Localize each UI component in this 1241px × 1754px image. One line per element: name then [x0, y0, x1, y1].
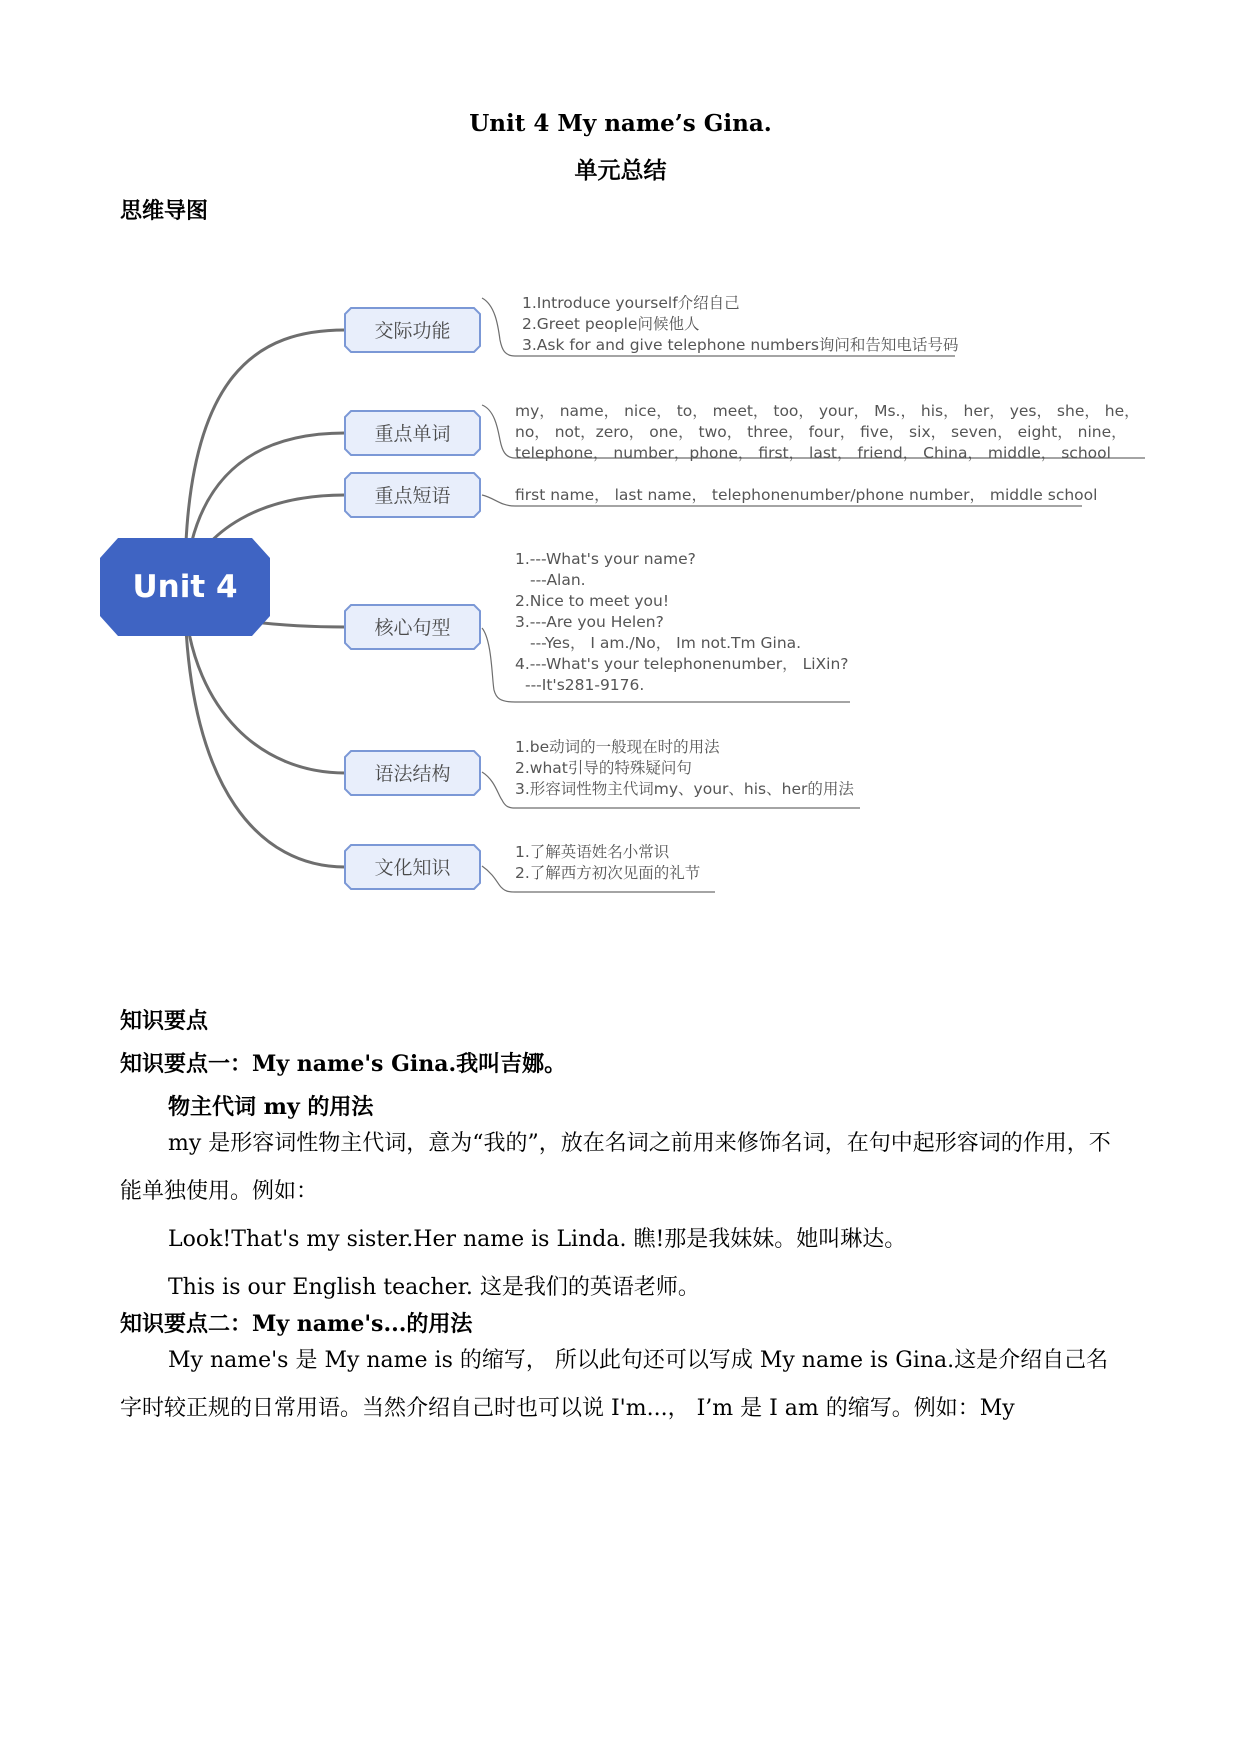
leaf-item: no， not，zero， one， two， three， four， five， six， seven， eight， nine， [515, 423, 1127, 441]
branch-label-6: 文化知识 [374, 857, 451, 879]
leaf-item: 3.形容词性物主代词my、your、his、her的用法 [515, 780, 854, 798]
leaf-item: my， name， nice， to， meet， too， your， Ms.， his， her， yes， she， he， [515, 402, 1140, 420]
branch-node-6 [345, 845, 480, 889]
example-2: This is our English teacher. 这是我们的英语老师。 [168, 1275, 700, 1300]
leaf-item: 2.Greet people问候他人 [522, 315, 700, 333]
page-title: Unit 4 My name’s Gina. [469, 110, 772, 137]
point2-text: My name's 是 My name is 的缩写， 所以此句还可以写成 My name is Gina.这是介绍自己名字时较正规的日常用语。当然介绍自己时也可以说 I'm...， I’m 是 I am 的缩写。例如：My [120, 1348, 1109, 1421]
leaf-item: 3.---Are you Helen? [515, 613, 664, 631]
point1-subtitle: 物主代词 my 的用法 [168, 1094, 374, 1120]
leaf-item: first name， last name， telephonenumber/phone number， middle school [515, 486, 1098, 504]
mind-map [0, 270, 1241, 1030]
branch-node-5 [345, 751, 480, 795]
leaf-item: ---It's281-9176. [525, 676, 645, 694]
branch-label-4: 核心句型 [374, 617, 451, 639]
page-subtitle: 单元总结 [574, 157, 667, 184]
leaf-item: 1.be动词的一般现在时的用法 [515, 738, 720, 756]
leaf-item: 1.---What's your name? [515, 550, 696, 568]
center-node [100, 538, 270, 636]
branch-line-6 [185, 606, 345, 867]
point2-title: 知识要点二：My name's...的用法 [120, 1311, 473, 1337]
leaf-item: 4.---What's your telephonenumber， LiXin? [515, 655, 849, 673]
leaf-item: 2.了解西方初次见面的礼节 [515, 864, 701, 882]
example-1: Look!That's my sister.Her name is Linda. 瞧!那是我妹妹。她叫琳达。 [168, 1227, 907, 1252]
branch-node-4 [345, 605, 480, 649]
mindmap-heading: 思维导图 [120, 198, 209, 224]
branch-label-1: 交际功能 [374, 320, 451, 342]
leaf-item: 2.what引导的特殊疑问句 [515, 759, 692, 777]
branch-node-1 [345, 308, 480, 352]
branch-label-3: 重点短语 [374, 485, 451, 507]
point1-text: my 是形容词性物主代词，意为“我的”，放在名词之前用来修饰名词，在句中起形容词的作用，不能单独使用。例如： [120, 1131, 1111, 1204]
leaf-item: ---Yes， I am./No， Im not.Tm Gina. [530, 634, 802, 652]
knowledge-heading: 知识要点 [120, 1008, 209, 1034]
leaf-item: 1.Introduce yourself介绍自己 [522, 294, 740, 312]
leaf-item: telephone， number，phone， first， last， friend， China， middle， school [515, 444, 1111, 462]
branch-label-2: 重点单词 [374, 423, 451, 445]
leaf-item: ---Alan. [530, 571, 586, 589]
branch-node-3 [345, 473, 480, 517]
branch-label-5: 语法结构 [374, 763, 451, 785]
leaf-item: 2.Nice to meet you! [515, 592, 670, 610]
center-label: Unit 4 [132, 569, 238, 605]
point1-title: 知识要点一：My name's Gina.我叫吉娜。 [120, 1051, 567, 1077]
leaf-item: 3.Ask for and give telephone numbers询问和告知电话号码 [522, 336, 959, 354]
branch-node-2 [345, 411, 480, 455]
leaf-item: 1.了解英语姓名小常识 [515, 843, 670, 861]
